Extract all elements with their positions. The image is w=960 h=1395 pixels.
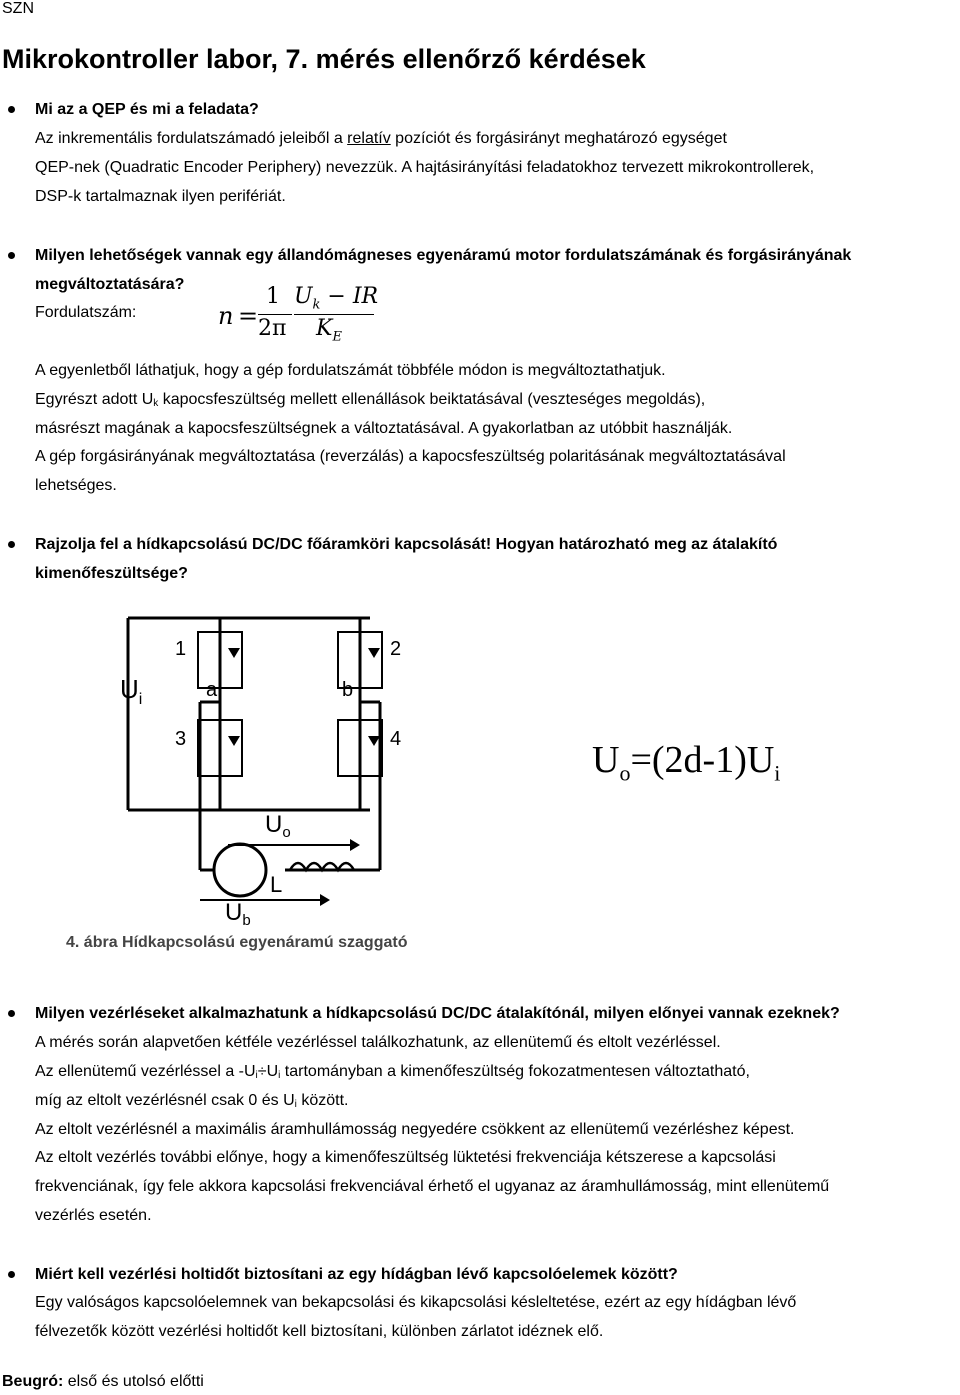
svg-text:Ub: $U_b$ xyxy=(225,899,251,929)
answer-line: Egyrészt adott $U_k$ kapocsfeszültség mellett ellenállások beiktatásával (veszteséges megoldás), xyxy=(35,391,706,409)
answer-line: Az eltolt vezérlés további előnye, hogy a kimenőfeszültség lüktetési frekvenciája kétszerese a kapcsolási xyxy=(35,1149,776,1166)
svg-text:1: 1 xyxy=(175,638,187,660)
svg-text:2: 2 xyxy=(390,638,402,660)
bullet-icon xyxy=(8,252,15,259)
speed-label: Fordulatszám: xyxy=(35,304,137,321)
answer-line: A mérés során alapvetően kétféle vezérléssel találkozhatunk, az ellenütemű és eltolt vezérléssel. xyxy=(35,1034,721,1051)
bridge-circuit-diagram xyxy=(120,610,420,930)
answer-line: QEP-nek (Quadratic Encoder Periphery) nevezzük. A hajtásirányítási feladatokhoz tervezett mikrokontrollerek, xyxy=(35,159,815,176)
question-bridge-cont: kimenőfeszültsége? xyxy=(35,565,188,582)
svg-text:a: a xyxy=(206,679,218,701)
svg-text:Uo: $U_o$ xyxy=(265,811,291,841)
answer-line: frekvenciának, így fele akkora kapcsolási frekvenciával érhető el ugyanaz az áramhullámosság, mint ellenütemű xyxy=(35,1178,830,1195)
bullet-icon xyxy=(8,1010,15,1017)
answer-line: másrészt magának a kapocsfeszültségnek a változtatásával. A gyakorlatban az utóbbit használják. xyxy=(35,420,733,437)
answer-line: Az eltolt vezérlésnél a maximális áramhullámosság negyedére csökkent az ellenütemű vezérléshez képest. xyxy=(35,1121,795,1138)
question-control: Milyen vezérléseket alkalmazhatunk a hídkapcsolású DC/DC átalakítónál, milyen előnyei vannak ezeknek? xyxy=(35,1005,840,1022)
bullet-icon xyxy=(8,1271,15,1278)
figure-caption: 4. ábra Hídkapcsolású egyenáramú szaggató xyxy=(66,934,408,951)
answer-line: vezérlés esetén. xyxy=(35,1207,152,1224)
answer-line: lehetséges. xyxy=(35,477,117,494)
svg-text:Ui: $U_i$ xyxy=(120,674,143,708)
question-motor-cont: megváltoztatására? xyxy=(35,276,185,293)
footer-note: Beugró: első és utolsó előtti xyxy=(2,1373,204,1390)
output-voltage-formula: $U_o=(2d-1)U_i$ xyxy=(592,739,781,786)
answer-line: Az ellenütemű vezérléssel a $-U_i\div U_i$ tartományban a kimenőfeszültség fokozatmentesen változtatható, xyxy=(35,1063,750,1081)
svg-text:b: b xyxy=(342,679,354,701)
svg-text:3: 3 xyxy=(175,728,187,750)
answer-line: félvezetők között vezérlési holtidőt kell biztosítani, különben zárlatot idéznek elő. xyxy=(35,1323,604,1340)
question-motor: Milyen lehetőségek vannak egy állandómágneses egyenáramú motor fordulatszámának és forgásirányának xyxy=(35,247,852,264)
svg-text:4: 4 xyxy=(390,728,402,750)
answer-line: Egy valóságos kapcsolóelemnek van bekapcsolási és kikapcsolási késleltetése, ezért az egy hídágban lévő xyxy=(35,1294,797,1311)
answer-line: A gép forgásirányának megváltoztatása (reverzálás) a kapocsfeszültség polaritásának megváltoztatásával xyxy=(35,448,786,465)
svg-text:L: L xyxy=(270,872,283,897)
question-qep: Mi az a QEP és mi a feladata? xyxy=(35,101,259,118)
page-title: Mikrokontroller labor, 7. mérés ellenőrző kérdések xyxy=(2,44,646,74)
answer-line: DSP-k tartalmaznak ilyen perifériát. xyxy=(35,188,286,205)
answer-line: Az inkrementális fordulatszámadó jeleiből a relatív pozíciót és forgásirányt meghatározó egységet xyxy=(35,130,727,147)
bullet-icon xyxy=(8,106,15,113)
question-bridge: Rajzolja fel a hídkapcsolású DC/DC főáramköri kapcsolását! Hogyan határozható meg az átalakító xyxy=(35,536,778,553)
page-header: SZN xyxy=(2,0,34,17)
question-deadtime: Miért kell vezérlési holtidőt biztosítani az egy hídágban lévő kapcsolóelemek között? xyxy=(35,1266,678,1283)
answer-line: míg az eltolt vezérlésnél csak 0 és $U_i$ között. xyxy=(35,1092,349,1110)
bullet-icon xyxy=(8,541,15,548)
answer-line: A egyenletből láthatjuk, hogy a gép fordulatszámát többféle módon is megváltoztathatjuk. xyxy=(35,362,666,379)
